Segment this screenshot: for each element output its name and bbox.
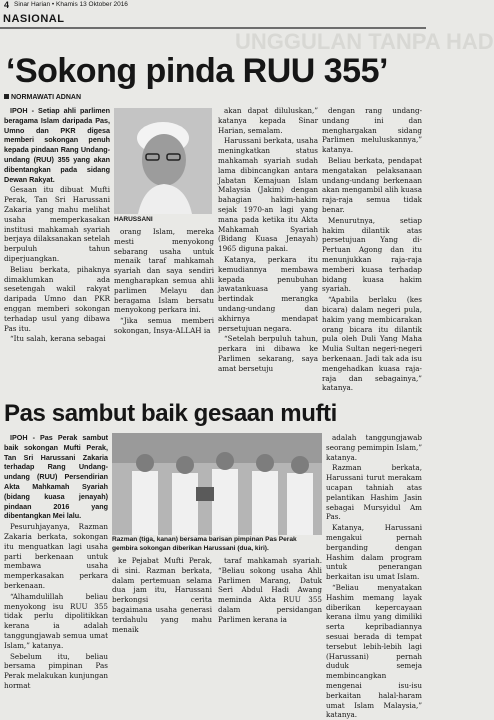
story1-photo-caption: HARUSSANI: [114, 216, 153, 223]
story1-column-4: [322, 106, 422, 396]
group-photo-illustration: [112, 433, 322, 535]
mufti-portrait-photo: [114, 108, 212, 214]
section-label: NASIONAL: [3, 13, 65, 25]
faint-background-heading: UNGGULAN TANPA HAD: [235, 29, 494, 54]
story1-col3-para: akan dapat diluluskan,” katanya kepada Sinar Harian, semalam.: [218, 106, 318, 135]
story2-col4-para: “Beliau menyatakan Hashim memang layak diberikan kepercayaan kerana ilmu yang dimiliki serta kepribadiannya sesuai berada di tempat tersebut lebih-lebih lagi (Harussani) pernah duduk semeja membincangkan mengenai isu-isu berkaitan halal-haram umat Islam Malaysia,” katanya.: [326, 582, 422, 720]
story1-byline: [4, 94, 81, 101]
story1-col3-para: “Setelah berpuluh tahun, perkara ini dibawa ke Parlimen sekarang, saya amat bersetuju: [218, 334, 318, 373]
story2-col4-para: Katanya, Harussani mengakui pernah berganding dengan Hashim dalam program untuk penerangan berkaitan isu umat Islam.: [326, 523, 422, 582]
story2-column-3: [218, 556, 322, 630]
story1-col1-para: IPOH - Setiap ahli parlimen beragama Islam daripada Pas, Umno dan PKR digesa memberi sokongan penuh kepada pindaan Rang Undang-undang (RUU) 355 yang akan dibentangkan pada sidang Dewan Rakyat.: [4, 106, 110, 184]
story2-col1-para: IPOH - Pas Perak sambut baik sokongan Mufti Perak, Tan Sri Harussani Zakaria terhadap Rang Undang-undang (RUU) Persendirian Akta Mahkamah Syariah (bidang kuasa jenayah) pindaan 2016 yang dibentangkan Mei lalu.: [4, 433, 108, 521]
page-number: 4: [4, 0, 10, 10]
story2-column-4: [326, 433, 422, 720]
story2-col2-para: ke Pejabat Mufti Perak, di sini. Razman berkata, dalam pertemuan selama dua jam itu, Harussani berkongsi cerita bagaimana usaha generasi terdahulu yang mahu menaik: [112, 556, 212, 634]
story2-photo-caption: Razman (tiga, kanan) bersama barisan pimpinan Pas Perak gembira sokongan diberikan Harussani (dua, kiri).: [112, 536, 297, 552]
byline-author: NORMAWATI ADNAN: [11, 94, 81, 101]
story2-col1-para: Pesuruhjayanya, Razman Zakaria berkata, sokongan itu menguatkan lagi usaha parti berkenaan untuk membawa usaha memperkasakan perkara berkenaan.: [4, 522, 108, 590]
story1-column-1: [4, 106, 110, 396]
story2-col4-para: adalah tanggungjawab seorang pemimpin Islam,” katanya.: [326, 433, 422, 462]
portrait-illustration: [114, 108, 212, 214]
story1-column-2: [114, 227, 214, 396]
byline-square-icon: [4, 94, 9, 99]
story1-col4-para: Menurutnya, setiap hakim dilantik atas persetujuan Yang di-Pertuan Agong dan itu menunjukkan raja-raja memberi kuasa terhadap bidang kuasa hakim syariah.: [322, 215, 422, 294]
story2-headline: Pas sambut baik gesaan mufti: [4, 400, 337, 427]
story1-col4-para: Beliau berkata, pendapat mengatakan pelaksanaan undang-undang berkenaan akan mengambil alih kuasa raja-raja semua tidak benar.: [322, 155, 422, 214]
story2-column-2: [112, 556, 212, 634]
story1-col3-para: Harussani berkata, usaha meningkatkan status mahkamah syariah sudah lama dibincangkan antara Jabatan Kemajuan Islam Malaysia (Jakim) dengan bahagian hakim-hakim sejak 1970-an lagi yang mana pada ketika itu Akta Mahkamah Syariah (Bidang Kuasa Jenayah) 1965 diguna pakai.: [218, 136, 318, 254]
story1-col2-para: “Jika semua memberi sokongan, Insya-ALLAH ia: [114, 316, 214, 335]
story1-col4-para: “Apabila berlaku (kes bicara) dalam negeri pula, hakim yang membicarakan orang bicara itu dilantik pula oleh Duli Yang Maha Mulia Sultan negeri-negeri berkenaan. Jadi tak ada isu mengehadkan kuasa raja-raja dan sebagainya,” katanya.: [322, 295, 422, 393]
story1-col1-para: Gesaan itu dibuat Mufti Perak, Tan Sri Harussani Zakaria yang mahu melihat usaha memperkasakan institusi mahkamah syariah berjaya dilaksanakan setelah berpuluh tahun diperjuangkan.: [4, 185, 111, 263]
story2-column-1: [4, 433, 108, 690]
story1-col4-para: dengan rang undang-undang ini dan menghargakan sidang Parlimen meluluskannya,” katanya.: [322, 106, 422, 155]
page-header: [0, 0, 426, 10]
story2-col3-para: taraf mahkamah syariah. “Beliau sokong usaha Ahli Parlimen Marang, Datuk Seri Abdul Hadi Awang meminda Akta RUU 355 dalam persidangan Parlimen kerana ia: [218, 556, 322, 624]
story1-col1-para: Beliau berkata, pihaknya dimaklumkan ada sesetengah wakil rakyat daripada Umno dan PKR enggan memberi sokongan terhadap usul yang dibawa Pas itu.: [4, 264, 110, 333]
story1-column-3: [218, 106, 318, 396]
story2-col1-para: Sebelum itu, beliau bersama pimpinan Pas Perak melakukan kunjungan hormat: [4, 651, 108, 690]
publication-info: Sinar Harian • Khamis 13 Oktober 2016: [14, 1, 128, 8]
story1-col2-para: orang Islam, mereka mesti menyokong sebarang usaha untuk menaik taraf mahkamah syariah dan saya sendiri mengharapkan semua ahli parlimen Melayu dan beragama Islam bersatu menyokong perkara ini.: [114, 227, 214, 315]
story1-headline: ‘Sokong pinda RUU 355’: [6, 52, 388, 90]
story1-col1-para: “Itu salah, kerana sebagai: [10, 334, 106, 344]
story1-col3-para: Katanya, perkara itu kemudiannya membawa kepada penubuhan jawatankuasa yang bertindak merangka undang-undang dan akhirnya mendapat persetujuan negara.: [218, 254, 318, 333]
story2-col1-para: “Alhamdulillah beliau menyokong isu RUU 355 tidak perlu dipolitikkan kerana ia adalah tanggungjawab semua umat Islam,” katanya.: [4, 591, 108, 650]
group-photo: [112, 433, 322, 535]
story2-col4-para: Razman berkata, Harussani turut merakam ucapan tahniah atas pelantikan Hashim Jasin sebagai Mursyidul Am Pas.: [326, 463, 422, 522]
